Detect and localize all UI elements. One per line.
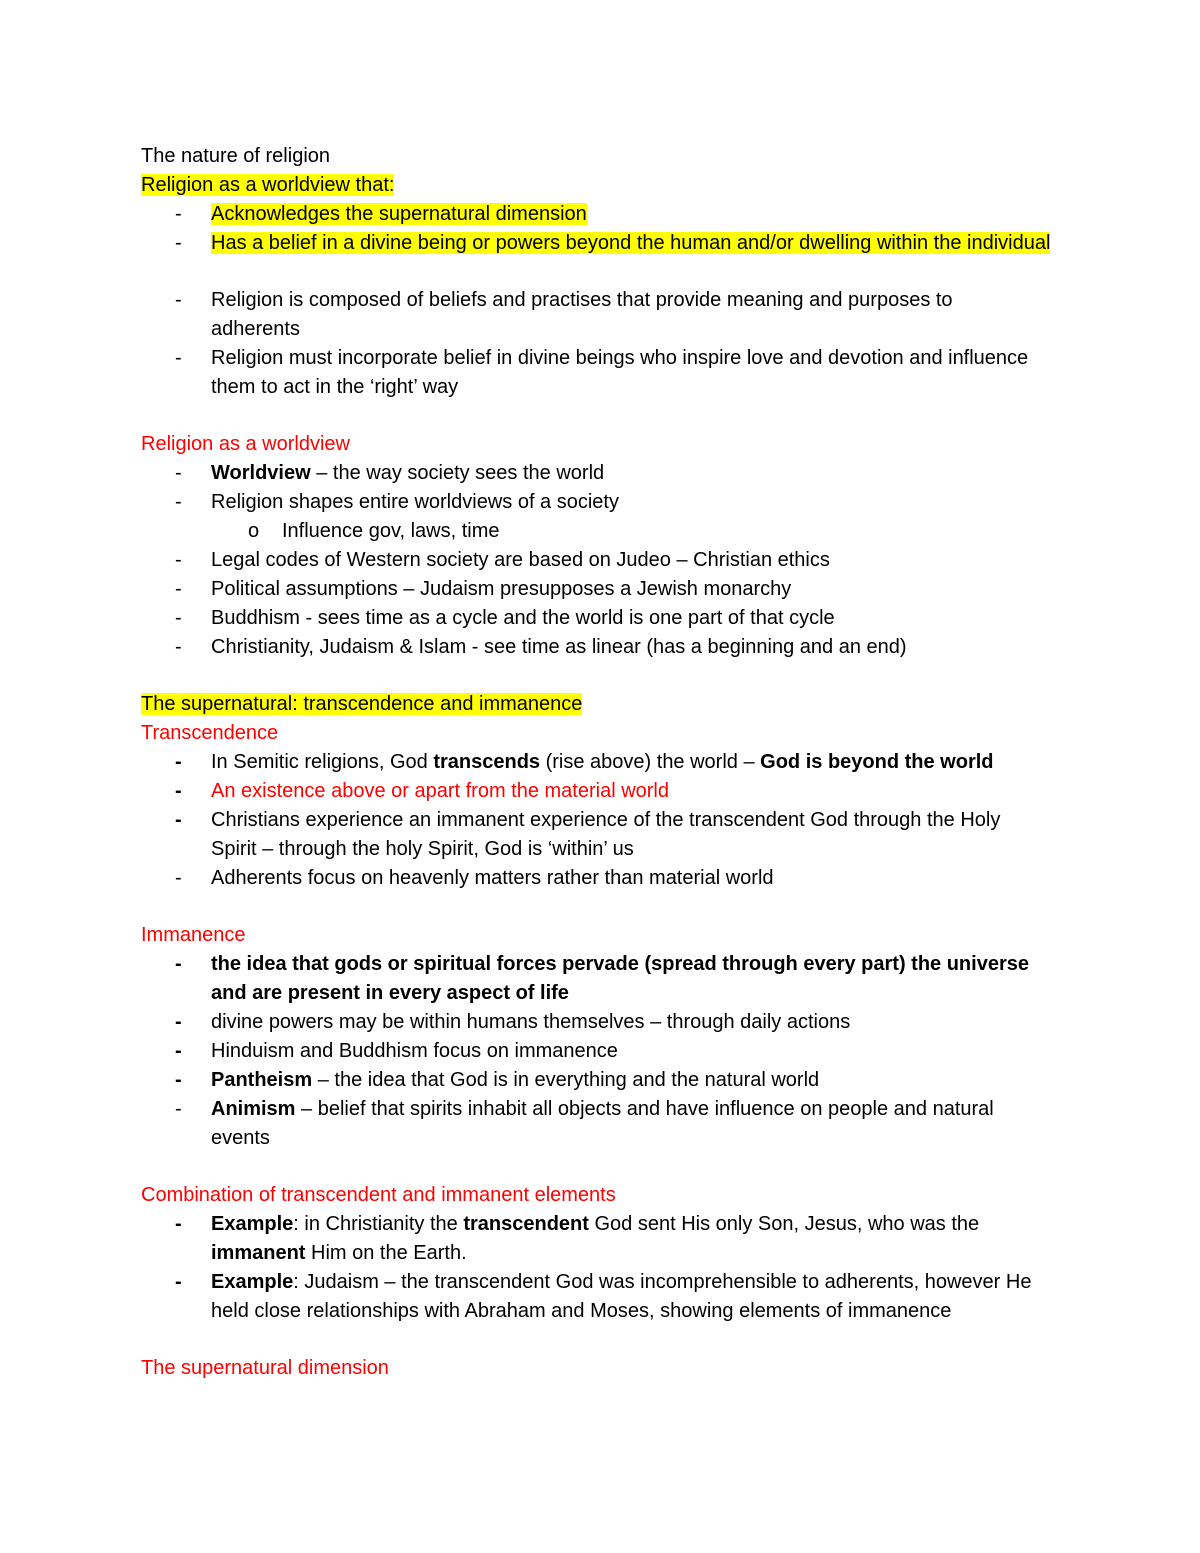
- section-heading-supernatural-dimension: The supernatural dimension: [141, 1357, 389, 1379]
- list-item: - Legal codes of Western society are based on Judeo – Christian ethics: [175, 549, 830, 571]
- list-item: - Has a belief in a divine being or powers beyond the human and/or dwelling within the individual: [175, 232, 1051, 254]
- list-item: - Acknowledges the supernatural dimension: [175, 203, 587, 225]
- list-item: - Christians experience an immanent experience of the transcendent God through the Holy Spirit – through the holy Spirit, God is ‘within’ us: [175, 809, 1001, 860]
- section-heading-supernatural: The supernatural: transcendence and immanence: [141, 693, 583, 715]
- section-heading-combination: Combination of transcendent and immanent elements: [141, 1184, 616, 1206]
- list-item: - Religion shapes entire worldviews of a society: [175, 491, 619, 513]
- list-item: - Worldview – the way society sees the world: [175, 462, 605, 484]
- list-item: - Example: Judaism – the transcendent God was incomprehensible to adherents, however He held close relationships with Abraham and Moses, showing elements of immanence: [175, 1271, 1032, 1322]
- document-title: The nature of religion: [141, 145, 331, 167]
- section-heading-worldview: Religion as a worldview: [141, 433, 350, 455]
- list-item: - Adherents focus on heavenly matters rather than material world: [175, 867, 774, 889]
- list-item: - Pantheism – the idea that God is in everything and the natural world: [175, 1069, 820, 1091]
- list-item: - An existence above or apart from the material world: [175, 780, 669, 802]
- document-body: [141, 142, 1081, 1383]
- list-item: - Hinduism and Buddhism focus on immanence: [175, 1040, 618, 1062]
- list-item: - the idea that gods or spiritual forces pervade (spread through every part) the universe and are present in every aspect of life: [175, 953, 1029, 1004]
- intro-heading: Religion as a worldview that:: [141, 174, 395, 196]
- list-item: - Religion must incorporate belief in divine beings who inspire love and devotion and influence them to act in the ‘right’ way: [175, 347, 1029, 398]
- list-item: - Animism – belief that spirits inhabit all objects and have influence on people and natural events: [175, 1098, 994, 1149]
- list-item: - divine powers may be within humans themselves – through daily actions: [175, 1011, 851, 1033]
- list-item: - Christianity, Judaism & Islam - see time as linear (has a beginning and an end): [175, 636, 907, 658]
- list-item: - In Semitic religions, God transcends (rise above) the world – God is beyond the world: [175, 751, 994, 773]
- section-heading-immanence: Immanence: [141, 924, 246, 946]
- list-item: - Example: in Christianity the transcendent God sent His only Son, Jesus, who was the immanent Him on the Earth.: [175, 1213, 980, 1264]
- list-item: - Religion is composed of beliefs and practises that provide meaning and purposes to adherents: [175, 289, 953, 340]
- list-item: - Buddhism - sees time as a cycle and the world is one part of that cycle: [175, 607, 835, 629]
- section-heading-transcendence: Transcendence: [141, 722, 279, 744]
- sub-list-item: o Influence gov, laws, time: [248, 520, 500, 542]
- list-item: - Political assumptions – Judaism presupposes a Jewish monarchy: [175, 578, 792, 600]
